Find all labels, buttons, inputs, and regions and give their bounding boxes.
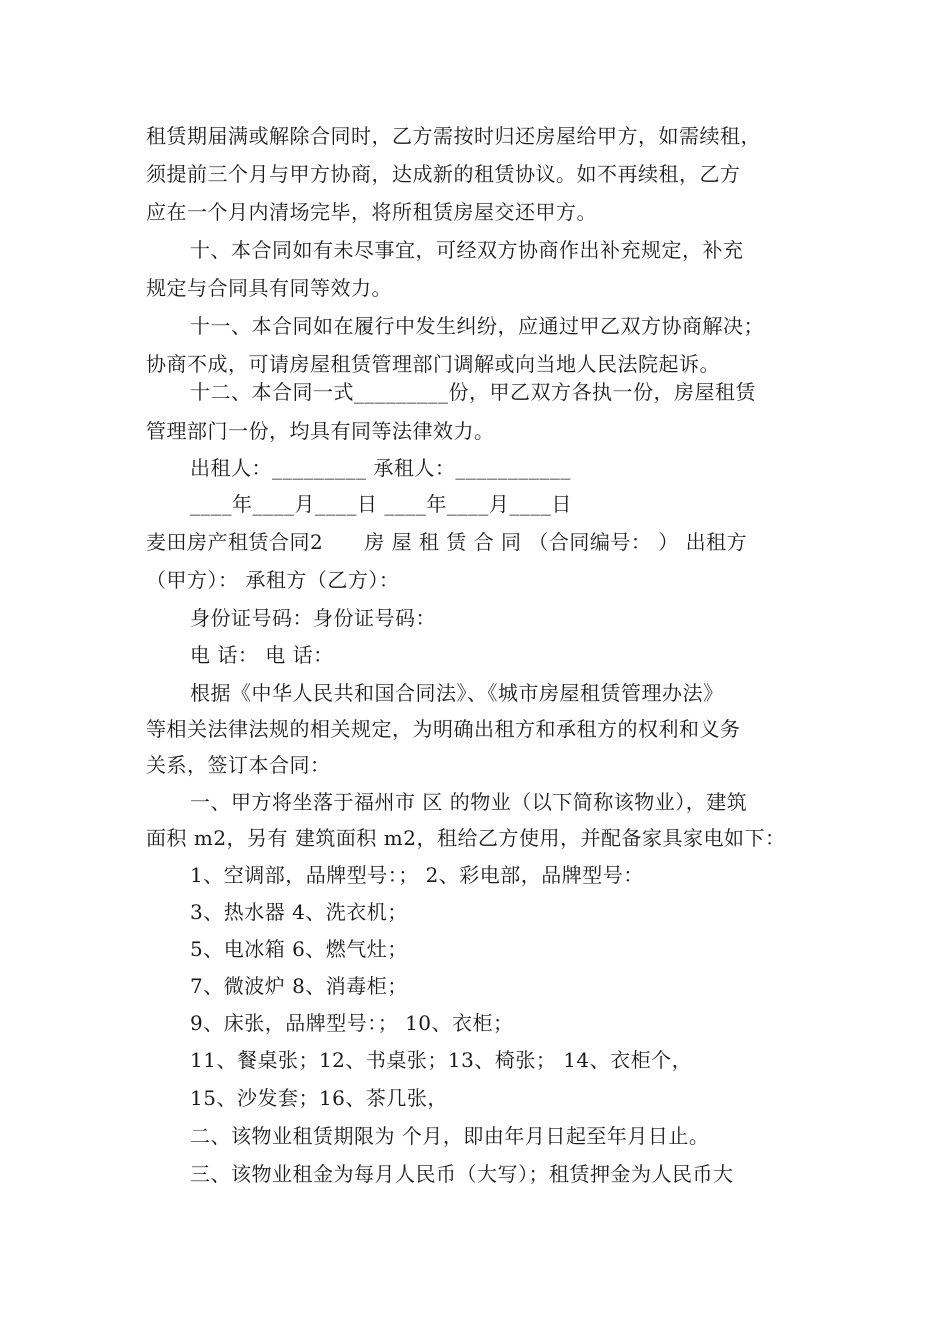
list-item: 15、沙发套；16、茶几张， bbox=[190, 1086, 448, 1110]
paragraph-line: 等相关法律法规的相关规定，为明确出租方和承租方的权利和义务 bbox=[146, 717, 741, 741]
paragraph-line: 协商不成，可请房屋租赁管理部门调解或向当地人民法院起诉。 bbox=[146, 352, 720, 376]
signature-line: 出租人：_________ 承租人：___________ bbox=[190, 456, 571, 480]
clause-10-line: 十、本合同如有未尽事宜，可经双方协商作出补充规定，补充 bbox=[190, 238, 744, 262]
date-line: ____年____月____日 ____年____月____日 bbox=[190, 492, 572, 516]
phone-line: 电 话： 电 话： bbox=[190, 643, 334, 667]
list-item: 7、微波炉 8、消毒柜； bbox=[190, 974, 408, 998]
paragraph-line: 面积 m2，另有 建筑面积 m2，租给乙方使用，并配备家具家电如下： bbox=[146, 826, 786, 850]
clause-12-line: 十二、本合同一式_________份，甲乙双方各执一份，房屋租赁 bbox=[190, 380, 756, 404]
paragraph-line: 根据《中华人民共和国合同法》、《城市房屋租赁管理办法》 bbox=[190, 681, 724, 705]
clause-11-line: 十一、本合同如在履行中发生纠纷，应通过甲乙双方协商解决； bbox=[190, 314, 764, 338]
list-item: 11、餐桌张；12、书桌张；13、椅张； 14、衣柜个， bbox=[190, 1048, 693, 1072]
list-item: 1、空调部，品牌型号：； 2、彩电部，品牌型号： bbox=[190, 863, 644, 887]
paragraph-line: 规定与合同具有同等效力。 bbox=[146, 276, 392, 300]
contract-title-line: 麦田房产租赁合同2 房 屋 租 赁 合 同 （合同编号： ） 出租方 bbox=[146, 530, 748, 554]
paragraph-line: 关系，签订本合同： bbox=[146, 753, 331, 777]
list-item: 9、床张，品牌型号：； 10、衣柜； bbox=[190, 1011, 514, 1035]
paragraph-line: 管理部门一份，均具有同等法律效力。 bbox=[146, 419, 495, 443]
id-number-line: 身份证号码：身份证号码： bbox=[190, 606, 436, 630]
clause-2-line: 二、该物业租赁期限为 个月，即由年月日起至年月日止。 bbox=[190, 1124, 710, 1148]
list-item: 5、电冰箱 6、燃气灶； bbox=[190, 937, 408, 961]
clause-3-line: 三、该物业租金为每月人民币（大写）；租赁押金为人民币大 bbox=[190, 1162, 734, 1186]
paragraph-line: 租赁期届满或解除合同时，乙方需按时归还房屋给甲方，如需续租， bbox=[146, 124, 761, 148]
paragraph-line: （甲方）： 承租方（乙方）： bbox=[146, 568, 400, 592]
paragraph-line: 应在一个月内清场完毕，将所租赁房屋交还甲方。 bbox=[146, 200, 597, 224]
list-item: 3、热水器 4、洗衣机； bbox=[190, 900, 408, 924]
clause-1-line: 一、甲方将坐落于福州市 区 的物业（以下简称该物业），建筑 bbox=[190, 790, 748, 814]
paragraph-line: 须提前三个月与甲方协商，达成新的租赁协议。如不再续租，乙方 bbox=[146, 162, 741, 186]
